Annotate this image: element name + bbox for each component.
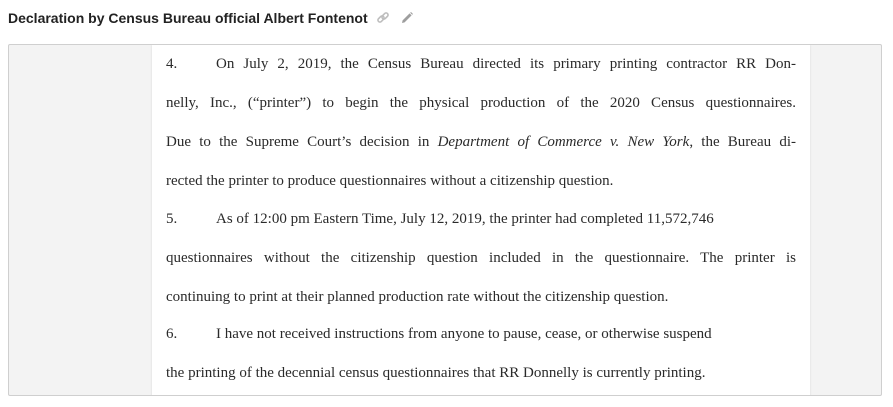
line-text: questionnaires without the citizenship question included in the questionnaire. The printer is — [166, 250, 796, 266]
line-text: I have not received instructions from anyone to pause, cease, or otherwise suspend — [216, 326, 712, 342]
case-citation: Department of Commerce v. New York — [437, 134, 690, 150]
document-line — [166, 288, 796, 306]
document-title: Declaration by Census Bureau official Albert Fontenot — [8, 10, 368, 26]
line-text: nelly, Inc., (“printer”) to begin the physical production of the 2020 Census questionnaires. — [166, 95, 796, 111]
line-text: As of 12:00 pm Eastern Time, July 12, 2019, the printer had completed 11,572,746 — [216, 211, 714, 227]
document-line — [166, 325, 796, 343]
line-text: Due to the Supreme Court’s decision in — [166, 134, 438, 150]
document-line — [166, 364, 796, 382]
document-line — [166, 94, 796, 112]
document-line — [166, 210, 796, 228]
header — [8, 8, 416, 28]
line-text: On July 2, 2019, the Census Bureau directed its primary printing contractor RR Don- — [216, 56, 796, 72]
link-icon[interactable] — [374, 9, 392, 27]
line-text: the printing of the decennial census questionnaires that RR Donnelly is currently printing. — [166, 365, 706, 381]
document-line — [166, 172, 796, 190]
document-line — [166, 133, 796, 151]
paragraph-number: 6. — [166, 326, 178, 342]
pencil-icon[interactable] — [398, 9, 416, 27]
paragraph-number: 5. — [166, 211, 178, 227]
document-line — [166, 249, 796, 267]
document-line — [166, 55, 796, 73]
document-page — [152, 45, 810, 396]
document-viewer[interactable] — [8, 44, 882, 396]
paragraph-number: 4. — [166, 56, 178, 72]
line-text: rected the printer to produce questionnaires without a citizenship question. — [166, 173, 614, 189]
line-text: , the Bureau di- — [689, 134, 796, 150]
line-text: continuing to print at their planned production rate without the citizenship question. — [166, 289, 669, 305]
